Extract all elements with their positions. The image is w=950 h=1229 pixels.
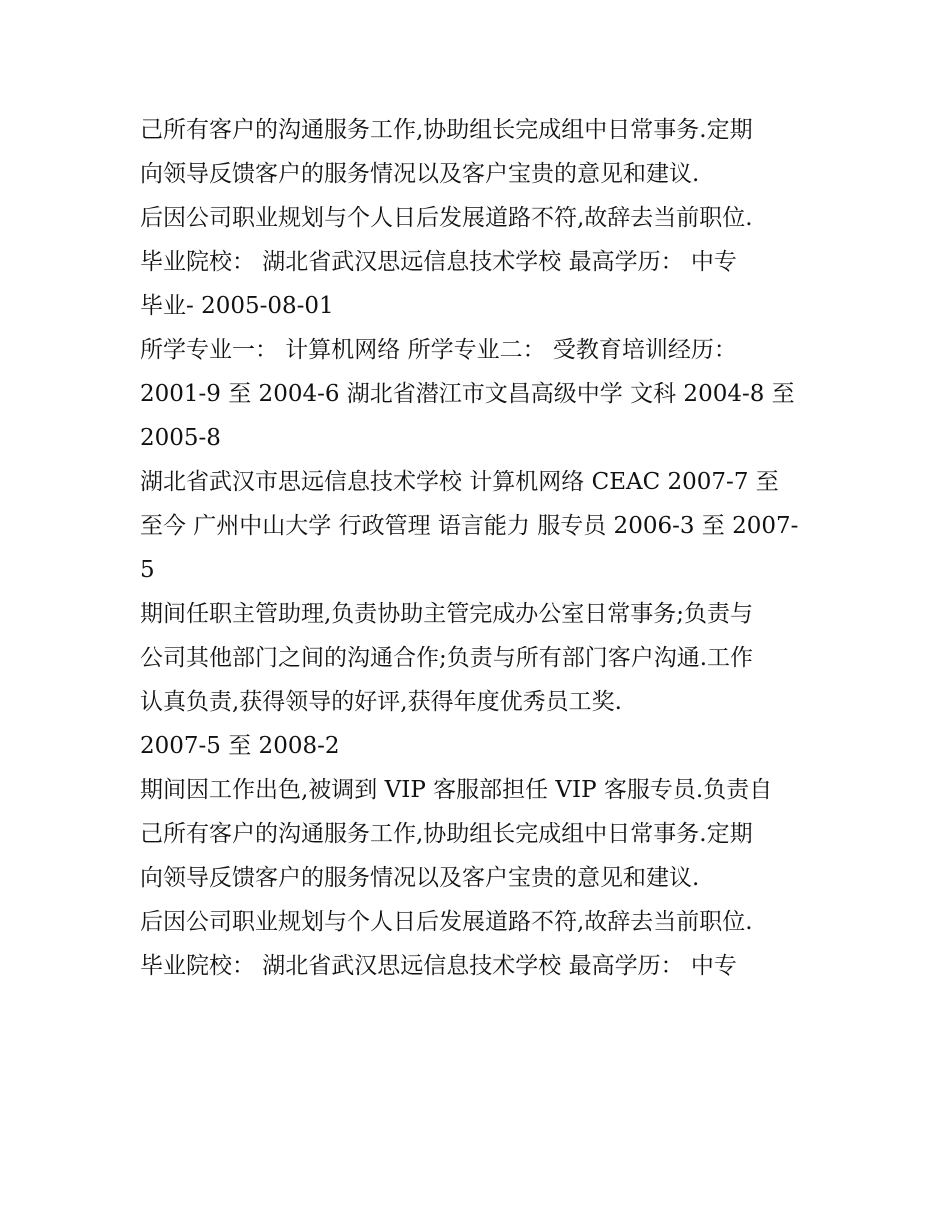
text-line-19: 后因公司职业规划与个人日后发展道路不符,故辞去当前职位. [140,909,753,935]
text-line-7: 2001-9 至 2004-6 湖北省潜江市文昌高级中学 文科 2004-8 至 [140,381,795,407]
text-line-5: 毕业- 2005-08-01 [140,293,334,319]
text-line-14: 认真负责,获得领导的好评,获得年度优秀员工奖. [140,689,622,715]
text-line-2: 向领导反馈客户的服务情况以及客户宝贵的意见和建议. [140,161,700,187]
text-line-12: 期间任职主管助理,负责协助主管完成办公室日常事务;负责与 [140,601,754,627]
text-line-9: 湖北省武汉市思远信息技术学校 计算机网络 CEAC 2007-7 至 [140,469,779,495]
text-line-4: 毕业院校： 湖北省武汉思远信息技术学校 最高学历： 中专 [140,249,737,275]
text-line-10: 至今 广州中山大学 行政管理 语言能力 服专员 2006-3 至 2007- [140,513,799,539]
text-line-8: 2005-8 [140,425,221,451]
text-line-20: 毕业院校： 湖北省武汉思远信息技术学校 最高学历： 中专 [140,953,737,979]
text-line-13: 公司其他部门之间的沟通合作;负责与所有部门客户沟通.工作 [140,645,754,671]
text-line-3: 后因公司职业规划与个人日后发展道路不符,故辞去当前职位. [140,205,753,231]
text-line-11: 5 [140,557,155,583]
text-line-18: 向领导反馈客户的服务情况以及客户宝贵的意见和建议. [140,865,700,891]
text-line-17: 己所有客户的沟通服务工作,协助组长完成组中日常事务.定期 [140,821,753,847]
document-body [140,108,810,988]
text-line-1: 己所有客户的沟通服务工作,协助组长完成组中日常事务.定期 [140,117,753,143]
text-line-16: 期间因工作出色,被调到 VIP 客服部担任 VIP 客服专员.负责自 [140,777,773,803]
text-line-15: 2007-5 至 2008-2 [140,733,340,759]
text-line-6: 所学专业一： 计算机网络 所学专业二： 受教育培训经历： [140,337,737,363]
